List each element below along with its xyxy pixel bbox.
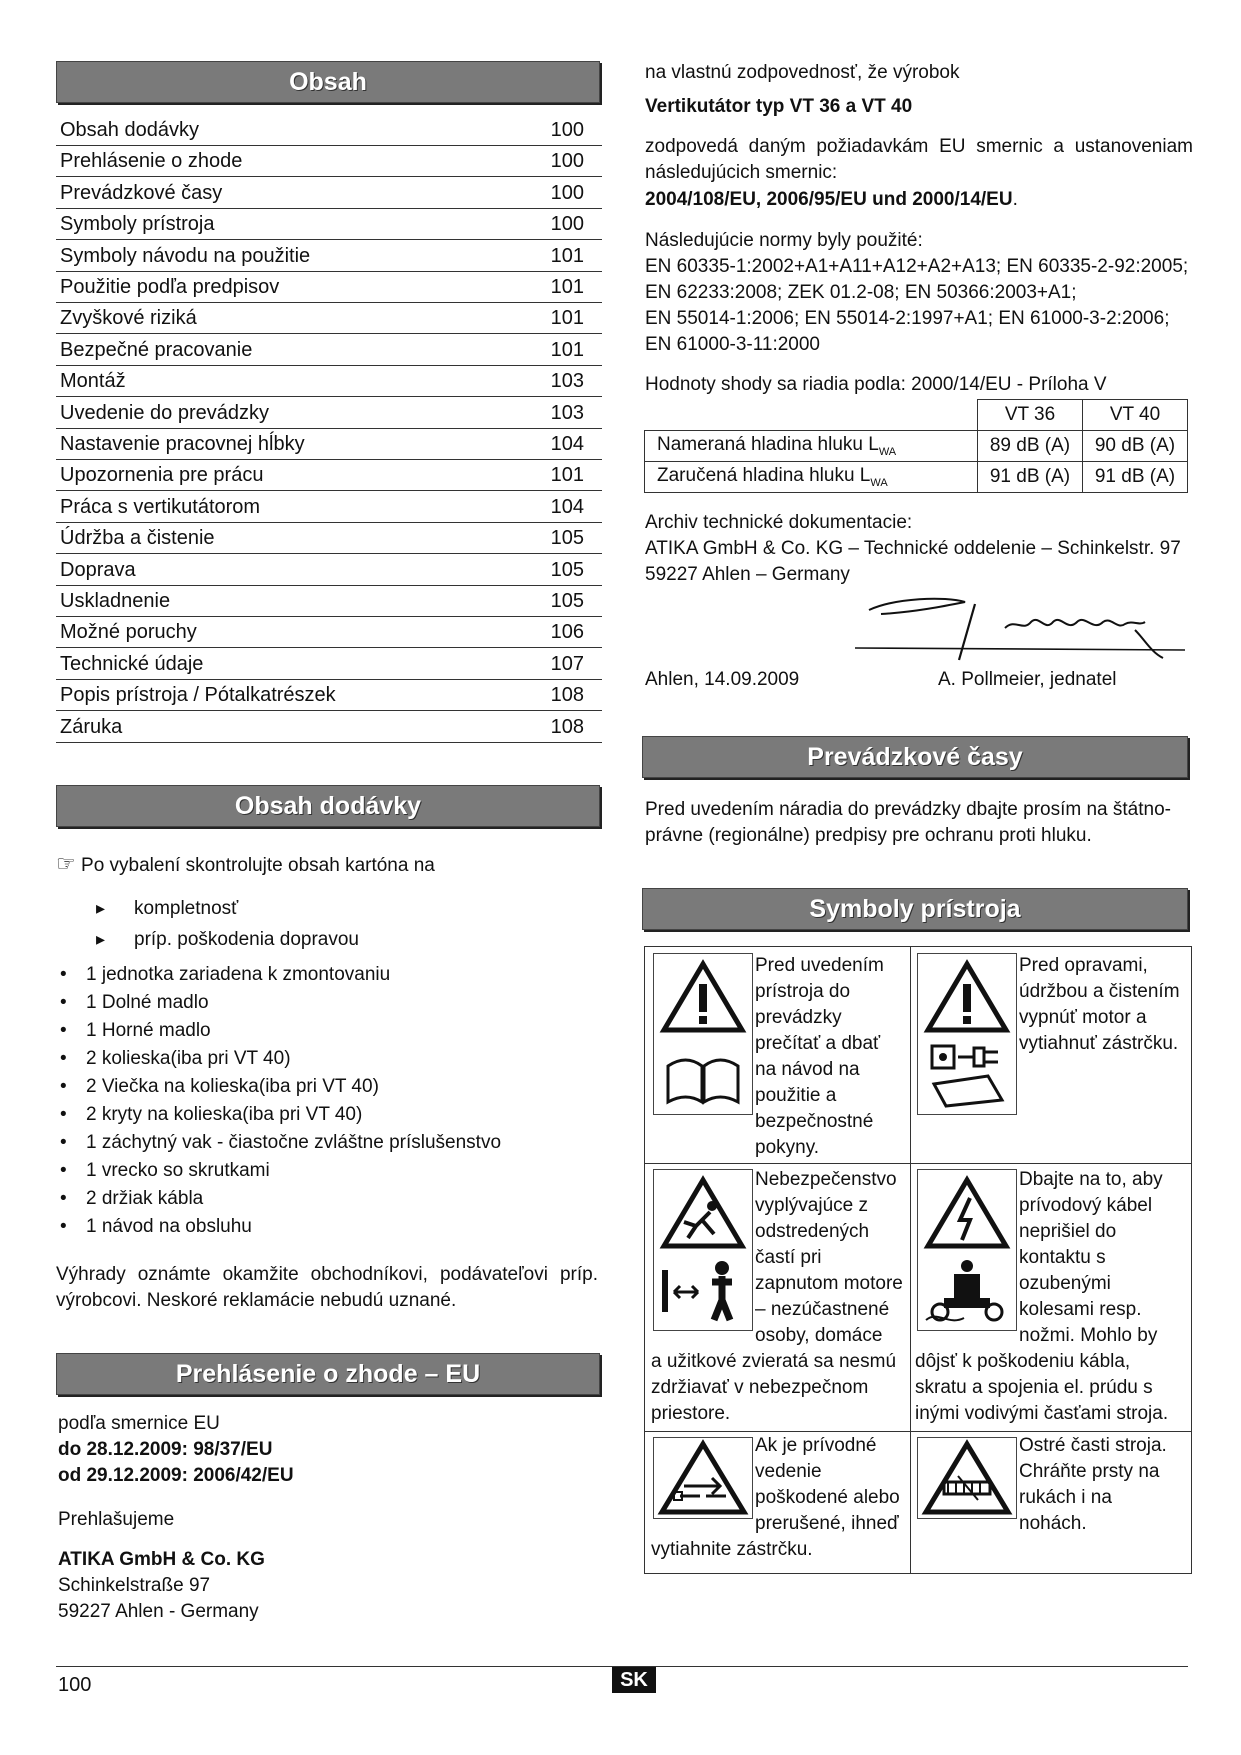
toc-label: Prehlásenie o zhode — [60, 150, 243, 173]
toc-label: Symboly návodu na použitie — [60, 244, 311, 267]
list-item: • 1 záchytný vak - čiastočne zvláštne príslušenstvo — [56, 1129, 501, 1157]
toc-page: 100 — [550, 150, 584, 173]
page-number: 100 — [58, 1674, 92, 1696]
delivery-header: Obsah dodávky — [56, 785, 600, 827]
toc-label: Nastavenie pracovnej hĺbky — [60, 433, 305, 455]
toc-label: Zvyškové riziká — [60, 307, 197, 330]
list-item: • 2 Viečka na kolieska(iba pri VT 40) — [56, 1073, 501, 1101]
toc-page: 101 — [550, 338, 584, 361]
conformity-header: Prehlásenie o zhode – EU — [56, 1353, 600, 1395]
symbol-text: Pred opravami, údržbou a čistením vypnúť motor a vytiahnuť zástrčku. — [1019, 955, 1180, 1054]
list-item: ▸ príp. poškodenia dopravou — [96, 924, 359, 955]
damaged-cable-warning-icon — [653, 1437, 753, 1519]
toc-page: 103 — [550, 370, 584, 393]
conformity-line1: podľa smernice EU — [58, 1413, 220, 1434]
toc-page: 101 — [550, 464, 584, 487]
toc-row — [56, 680, 602, 711]
table-header-cell: VT 40 — [1083, 400, 1188, 431]
toc-row — [56, 209, 602, 240]
warning-unplug-icon — [917, 953, 1017, 1115]
toc-row — [56, 241, 602, 272]
toc-page: 101 — [550, 307, 584, 330]
toc-page: 101 — [550, 276, 584, 298]
directives — [645, 188, 1018, 211]
directives-list: 2004/108/EU, 2006/95/EU und 2000/14/EU — [645, 189, 1013, 210]
toc-page: 108 — [550, 715, 584, 738]
signer: A. Pollmeier, jednatel — [938, 669, 1117, 690]
table-cell: 91 dB (A) — [1083, 462, 1188, 493]
list-item: • 2 kryty na kolieska(iba pri VT 40) — [56, 1101, 501, 1129]
toc-row — [56, 649, 602, 680]
toc-label: Použitie podľa predpisov — [60, 276, 280, 298]
toc-page: 104 — [550, 495, 584, 518]
responsibility-text: na vlastnú zodpovednosť, že výrobok — [645, 62, 960, 83]
list-item: • 1 návod na obsluhu — [56, 1213, 501, 1241]
directives-end: . — [1012, 189, 1018, 210]
toc-label: Technické údaje — [60, 652, 204, 675]
operating-text: Pred uvedením náradia do prevádzky dbajte prosím na štátno-právne (regionálne) predpisy pre ochranu proti hluku. — [645, 799, 1171, 846]
norms-title: Následujúcie normy byly použité: — [645, 230, 923, 251]
toc-row — [56, 712, 602, 743]
symbol-text: a užitkové zvieratá sa nesmú zdržiavať v nebezpečnom priestore. — [651, 1351, 897, 1424]
table-row — [645, 400, 1188, 431]
table-of-contents — [56, 115, 602, 745]
table-cell: 90 dB (A) — [1083, 431, 1188, 462]
toc-label: Symboly prístroja — [60, 213, 215, 236]
toc-row — [56, 178, 602, 209]
toc-page: 101 — [550, 244, 584, 267]
place-date: Ahlen, 14.09.2009 — [645, 669, 800, 690]
norms-line: EN 62233:2008; ZEK 01.2-08; EN 50366:2003+A1; — [645, 282, 1077, 303]
toc-label: Bezpečné pracovanie — [60, 338, 253, 361]
symbol-text: Ostré časti stroja. Chráňte prsty na rukách i na nohách. — [1019, 1435, 1167, 1534]
table-cell: 89 dB (A) — [978, 431, 1083, 462]
toc-page: 105 — [550, 558, 584, 581]
archive-line: 59227 Ahlen – Germany — [645, 564, 850, 585]
thrown-objects-warning-icon — [653, 1169, 753, 1331]
table-cell: Zaručená hladina hluku $L_{WA}$ — [645, 462, 978, 493]
signature — [855, 592, 1195, 672]
symbols-header: Symboly prístroja — [642, 888, 1188, 930]
table-cell: 91 dB (A) — [978, 462, 1083, 493]
table-header-cell: VT 36 — [978, 400, 1083, 431]
toc-label: Upozornenia pre prácu — [60, 464, 264, 487]
toc-row — [56, 523, 602, 554]
toc-label: Doprava — [60, 558, 136, 581]
symbol-text: vytiahnite zástrčku. — [651, 1539, 813, 1560]
company-name: ATIKA GmbH & Co. KG — [58, 1549, 265, 1570]
norms-line: EN 55014-1:2006; EN 55014-2:1997+A1; EN 61000-3-2:2006; — [645, 308, 1170, 329]
list-item: • 1 jednotka zariadena k zmontovaniu — [56, 961, 501, 989]
toc-page: 107 — [550, 652, 584, 675]
delivery-note: Výhrady oznámte okamžite obchodníkovi, podávateľovi príp. výrobcovi. Neskoré reklamácie nebudú uznané. — [56, 1264, 598, 1311]
list-item: • 2 držiak kábla — [56, 1185, 501, 1213]
list-item: • 1 Dolné madlo — [56, 989, 501, 1017]
operating-header: Prevádzkové časy — [642, 736, 1188, 778]
table-row — [645, 462, 1188, 493]
noise-table — [644, 399, 1188, 493]
toc-label: Záruka — [60, 715, 123, 738]
electric-cable-warning-icon — [917, 1169, 1017, 1331]
toc-label: Uskladnenie — [60, 590, 171, 612]
toc-page: 103 — [550, 401, 584, 424]
toc-row — [56, 303, 602, 334]
symbol-text: Dbajte na to, aby prívodový kábel neprišiel do kontaktu s ozubenými kolesami resp. nožmi. Mohlo by — [1019, 1169, 1163, 1346]
language-badge: SK — [612, 1667, 656, 1693]
product-name: Vertikutátor typ VT 36 a VT 40 — [645, 96, 913, 117]
norms-line: EN 60335-1:2002+A1+A11+A12+A2+A13; EN 60335-2-92:2005; — [645, 256, 1189, 277]
toc-row — [56, 272, 602, 303]
table-cell: Nameraná hladina hluku $L_{WA}$ — [645, 431, 978, 462]
toc-label: Popis prístroja / Pótalkatrészek — [60, 684, 336, 707]
sharp-blades-warning-icon — [917, 1437, 1017, 1519]
toc-row — [56, 335, 602, 366]
delivery-items-list — [56, 961, 501, 1241]
symbol-text: Ak je prívodné vedenie poškodené alebo prerušené, ihneď — [755, 1435, 900, 1534]
toc-page: 100 — [550, 119, 584, 141]
toc-label: Prevádzkové časy — [60, 181, 223, 204]
toc-page: 100 — [550, 213, 584, 236]
toc-label: Práca s vertikutátorom — [60, 495, 261, 518]
list-item: ▸ kompletnosť — [96, 893, 359, 924]
toc-page: 106 — [550, 621, 584, 644]
delivery-intro — [56, 852, 435, 877]
conformity-line2: do 28.12.2009: 98/37/EU — [58, 1439, 273, 1460]
hand-pointer-icon: ☞ — [56, 851, 76, 876]
toc-row — [56, 398, 602, 429]
symbols-grid — [644, 946, 1192, 1574]
toc-label: Montáž — [60, 370, 126, 393]
company-street: Schinkelstraße 97 — [58, 1575, 211, 1596]
archive-line: ATIKA GmbH & Co. KG – Technické oddelenie – Schinkelstr. 97 — [645, 538, 1181, 559]
toc-row — [56, 429, 602, 460]
toc-row — [56, 555, 602, 586]
warning-read-manual-icon — [653, 953, 753, 1115]
toc-row — [56, 115, 602, 146]
list-item: • 1 vrecko so skrutkami — [56, 1157, 501, 1185]
toc-label: Možné poruchy — [60, 621, 197, 644]
toc-page: 104 — [550, 433, 584, 455]
values-title: Hodnoty shody sa riadia podla: 2000/14/EU - Príloha V — [645, 374, 1107, 395]
delivery-intro-text: Po vybalení skontrolujte obsah kartóna na — [81, 855, 435, 876]
table-row — [645, 431, 1188, 462]
toc-row — [56, 492, 602, 523]
toc-page: 108 — [550, 684, 584, 707]
toc-page: 100 — [550, 181, 584, 204]
company-city: 59227 Ahlen - Germany — [58, 1601, 259, 1622]
delivery-check-list — [96, 893, 359, 955]
toc-header: Obsah — [56, 61, 600, 103]
toc-row — [56, 617, 602, 648]
toc-label: Obsah dodávky — [60, 119, 199, 141]
conformity-line3: od 29.12.2009: 2006/42/EU — [58, 1465, 294, 1486]
archive-title: Archiv technické dokumentacie: — [645, 512, 913, 533]
toc-row — [56, 586, 602, 617]
symbol-text: dôjsť k poškodeniu kábla, skratu a spojenia el. prúdu s inými vodivými časťami stroja. — [915, 1351, 1169, 1424]
toc-label: Údržba a čistenie — [60, 527, 215, 550]
symbol-text: Pred uvedením prístroja do prevádzky prečítať a dbať na návod na použitie a bezpečnostné pokyny. — [755, 955, 884, 1158]
norms-line: EN 61000-3-11:2000 — [645, 334, 820, 355]
declare-text: Prehlašujeme — [58, 1509, 175, 1530]
toc-row — [56, 146, 602, 177]
symbol-text: Nebezpečenstvo vyplývajúce z odstredených častí pri zapnutom motore – nezúčastnené osoby, domáce — [755, 1169, 903, 1346]
toc-row — [56, 460, 602, 491]
list-item: • 2 kolieska(iba pri VT 40) — [56, 1045, 501, 1073]
complies-text: zodpovedá daným požiadavkám EU smernic a ustanoveniam následujúcich smernic: — [645, 136, 1193, 183]
list-item: • 1 Horné madlo — [56, 1017, 501, 1045]
toc-label: Uvedenie do prevádzky — [60, 401, 270, 424]
toc-row — [56, 366, 602, 397]
toc-page: 105 — [550, 527, 584, 550]
toc-page: 105 — [550, 590, 584, 612]
